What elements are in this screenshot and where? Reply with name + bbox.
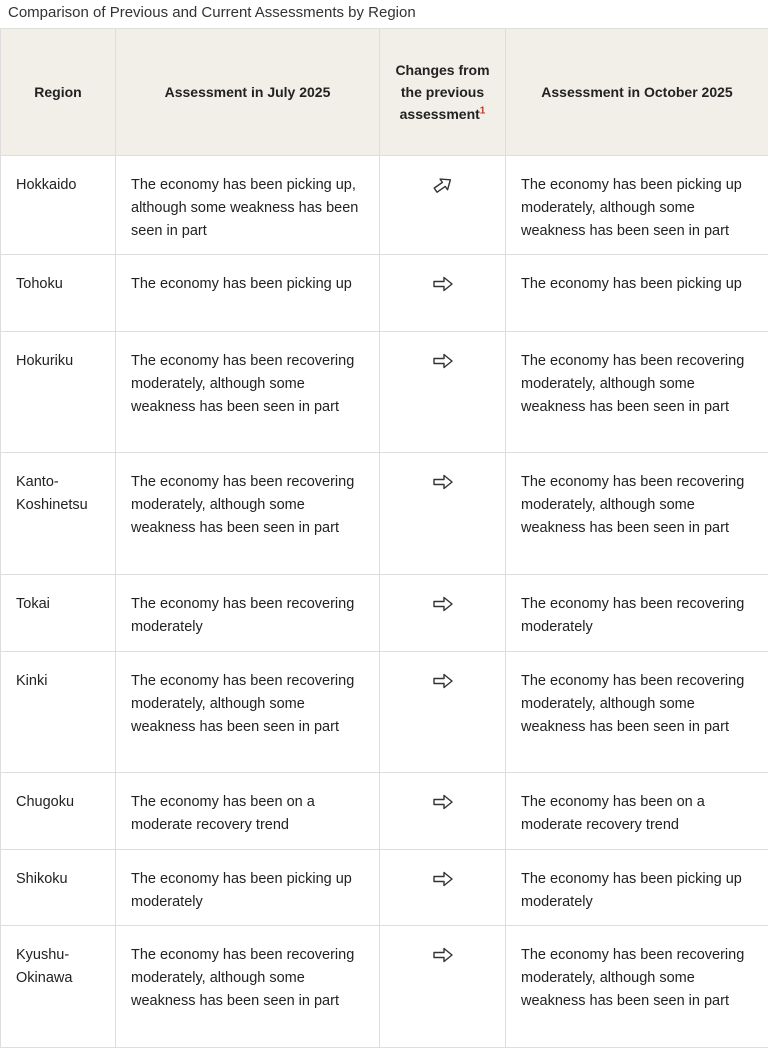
table-row (1, 255, 768, 332)
table-row (1, 332, 768, 453)
footnote-marker[interactable]: 1 (479, 105, 486, 117)
july-assessment: The economy has been picking up (116, 255, 380, 332)
header-july-label: Assessment in July 2025 (164, 84, 331, 100)
unchanged-arrow-icon (432, 593, 454, 615)
region-name: Kyushu-Okinawa (1, 926, 116, 1048)
upward-revision-arrow-icon (432, 174, 454, 196)
unchanged-arrow-icon (432, 273, 454, 295)
table-row (1, 575, 768, 652)
july-assessment: The economy has been recovering moderately, although some weakness has been seen in part (116, 332, 380, 453)
table-row (1, 453, 768, 575)
unchanged-arrow-icon (432, 471, 454, 493)
october-assessment: The economy has been recovering moderately, although some weakness has been seen in part (506, 332, 768, 453)
header-changes (380, 29, 506, 156)
change-indicator (380, 575, 506, 652)
change-indicator (380, 156, 506, 255)
unchanged-arrow-icon (432, 791, 454, 813)
october-assessment: The economy has been recovering moderately, although some weakness has been seen in part (506, 926, 768, 1048)
table-row (1, 926, 768, 1048)
header-october-label: Assessment in October 2025 (541, 84, 733, 100)
table-row (1, 850, 768, 926)
region-name: Kanto-Koshinetsu (1, 453, 116, 575)
header-october-2025 (506, 29, 768, 156)
table-row (1, 652, 768, 773)
region-name: Tokai (1, 575, 116, 652)
table-caption: Comparison of Previous and Current Assessments by Region (8, 4, 416, 21)
change-indicator (380, 926, 506, 1048)
header-region (1, 29, 116, 156)
region-name: Tohoku (1, 255, 116, 332)
july-assessment: The economy has been recovering moderately, although some weakness has been seen in part (116, 453, 380, 575)
region-name: Hokkaido (1, 156, 116, 255)
october-assessment: The economy has been recovering moderately, although some weakness has been seen in part (506, 453, 768, 575)
unchanged-arrow-icon (432, 868, 454, 890)
header-changes-label: Changes from the previous assessment (395, 62, 490, 122)
july-assessment: The economy has been picking up moderately (116, 850, 380, 926)
header-july-2025 (116, 29, 380, 156)
change-indicator (380, 453, 506, 575)
july-assessment: The economy has been recovering moderately (116, 575, 380, 652)
region-name: Hokuriku (1, 332, 116, 453)
table-row (1, 773, 768, 850)
october-assessment: The economy has been picking up (506, 255, 768, 332)
table-row (1, 156, 768, 255)
july-assessment: The economy has been picking up, although some weakness has been seen in part (116, 156, 380, 255)
unchanged-arrow-icon (432, 670, 454, 692)
july-assessment: The economy has been recovering moderately, although some weakness has been seen in part (116, 652, 380, 773)
region-name: Shikoku (1, 850, 116, 926)
october-assessment: The economy has been picking up moderately (506, 850, 768, 926)
change-indicator (380, 332, 506, 453)
region-name: Chugoku (1, 773, 116, 850)
change-indicator (380, 850, 506, 926)
october-assessment: The economy has been on a moderate recovery trend (506, 773, 768, 850)
unchanged-arrow-icon (432, 944, 454, 966)
october-assessment: The economy has been picking up moderately, although some weakness has been seen in part (506, 156, 768, 255)
october-assessment: The economy has been recovering moderately, although some weakness has been seen in part (506, 652, 768, 773)
change-indicator (380, 773, 506, 850)
unchanged-arrow-icon (432, 350, 454, 372)
table-header-row (1, 29, 768, 156)
regional-assessment-table (0, 28, 768, 1048)
change-indicator (380, 652, 506, 773)
july-assessment: The economy has been recovering moderately, although some weakness has been seen in part (116, 926, 380, 1048)
change-indicator (380, 255, 506, 332)
october-assessment: The economy has been recovering moderately (506, 575, 768, 652)
region-name: Kinki (1, 652, 116, 773)
header-region-label: Region (34, 84, 82, 100)
july-assessment: The economy has been on a moderate recovery trend (116, 773, 380, 850)
